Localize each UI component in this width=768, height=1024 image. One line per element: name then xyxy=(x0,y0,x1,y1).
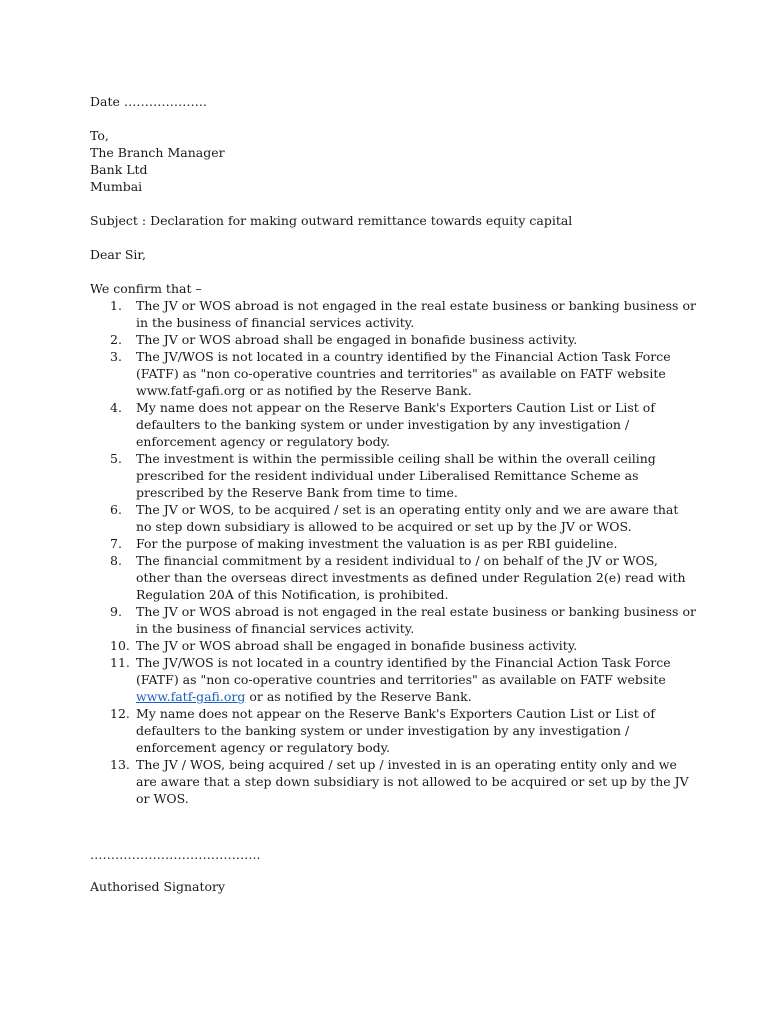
list-item-text: no step down subsidiary is allowed to be acquired or set up by the JV or WOS. xyxy=(136,519,632,534)
list-item-number: 9. xyxy=(110,604,122,619)
list-item xyxy=(90,535,680,552)
list-item-text: The JV or WOS abroad shall be engaged in bonafide business activity. xyxy=(136,638,578,653)
list-item xyxy=(90,552,686,603)
list-item-link-line xyxy=(136,688,680,705)
list-item-number: 5. xyxy=(110,451,122,466)
list-item-number: 6. xyxy=(110,502,122,517)
fatf-website-link[interactable]: www.fatf-gafi.org xyxy=(136,689,246,704)
date-line: Date ……………….. xyxy=(90,94,207,109)
list-item-text: The JV/WOS is not located in a country identified by the Financial Action Task Force xyxy=(136,349,671,364)
salutation: Dear Sir, xyxy=(90,247,146,262)
list-item xyxy=(90,501,680,535)
list-item xyxy=(90,348,680,399)
list-item-number: 3. xyxy=(110,349,122,364)
list-item xyxy=(90,331,680,348)
intro-line: We confirm that – xyxy=(90,281,202,296)
list-item xyxy=(90,297,696,331)
list-item xyxy=(90,705,680,756)
list-item-number: 12. xyxy=(110,706,130,721)
list-item xyxy=(90,654,680,705)
list-item-text: enforcement agency or regulatory body. xyxy=(136,740,391,755)
list-item xyxy=(90,399,680,450)
list-item-number: 7. xyxy=(110,536,122,551)
list-item-text: The JV or WOS, to be acquired / set is an operating entity only and we are aware that xyxy=(136,502,679,517)
list-item-number: 1. xyxy=(110,298,122,313)
list-item-text: (FATF) as "non co-operative countries and territories" as available on FATF website xyxy=(136,366,666,381)
list-item-number: 11. xyxy=(110,655,130,670)
list-item-number: 8. xyxy=(110,553,122,568)
list-item-text: The investment is within the permissible ceiling shall be within the overall ceiling xyxy=(136,451,656,466)
list-item-text: Regulation 20A of this Notification, is prohibited. xyxy=(136,587,449,602)
list-item-text: The financial commitment by a resident individual to / on behalf of the JV or WOS, xyxy=(136,553,658,568)
list-item-text: or WOS. xyxy=(136,791,189,806)
list-item-number: 10. xyxy=(110,638,130,653)
recipient-line-3: Mumbai xyxy=(90,179,143,194)
list-item-number: 13. xyxy=(110,757,130,772)
recipient-line-1: The Branch Manager xyxy=(90,145,225,160)
list-item-text: My name does not appear on the Reserve Bank's Exporters Caution List or List of xyxy=(136,706,655,721)
recipient-line-2: Bank Ltd xyxy=(90,162,148,177)
list-item xyxy=(90,756,689,807)
signature-line: ………………………………….. xyxy=(90,847,261,862)
list-item-text: The JV or WOS abroad shall be engaged in bonafide business activity. xyxy=(136,332,578,347)
list-item-text: The JV / WOS, being acquired / set up / invested in is an operating entity only and we xyxy=(136,757,677,772)
list-item-text: in the business of financial services activity. xyxy=(136,315,415,330)
list-item-text: enforcement agency or regulatory body. xyxy=(136,434,391,449)
recipient-to: To, xyxy=(90,128,109,143)
list-item-text: prescribed for the resident individual under Liberalised Remittance Scheme as xyxy=(136,468,639,483)
declaration-list xyxy=(90,297,696,807)
list-item-text: other than the overseas direct investments as defined under Regulation 2(e) read with xyxy=(136,570,686,585)
list-item-text: in the business of financial services activity. xyxy=(136,621,415,636)
list-item-text: The JV or WOS abroad is not engaged in the real estate business or banking business or xyxy=(136,298,696,313)
list-item-text: The JV or WOS abroad is not engaged in the real estate business or banking business or xyxy=(136,604,696,619)
list-item-text: For the purpose of making investment the valuation is as per RBI guideline. xyxy=(136,536,618,551)
list-item xyxy=(90,450,680,501)
list-item-text: My name does not appear on the Reserve Bank's Exporters Caution List or List of xyxy=(136,400,655,415)
signature-label: Authorised Signatory xyxy=(90,879,226,894)
list-item-text: www.fatf-gafi.org or as notified by the Reserve Bank. xyxy=(136,383,472,398)
list-item-text: prescribed by the Reserve Bank from time to time. xyxy=(136,485,458,500)
list-item-text: The JV/WOS is not located in a country identified by the Financial Action Task Force xyxy=(136,655,671,670)
list-item-text: (FATF) as "non co-operative countries and territories" as available on FATF website xyxy=(136,672,666,687)
list-item-text: are aware that a step down subsidiary is not allowed to be acquired or set up by the JV xyxy=(136,774,689,789)
list-item-text: defaulters to the banking system or under investigation by any investigation / xyxy=(136,417,630,432)
list-item xyxy=(90,603,696,637)
subject-line: Subject : Declaration for making outward remittance towards equity capital xyxy=(90,213,573,228)
list-item-number: 2. xyxy=(110,332,122,347)
list-item-number: 4. xyxy=(110,400,122,415)
list-item-text: or as notified by the Reserve Bank. xyxy=(245,689,472,704)
list-item xyxy=(90,637,680,654)
list-item-text: defaulters to the banking system or under investigation by any investigation / xyxy=(136,723,630,738)
